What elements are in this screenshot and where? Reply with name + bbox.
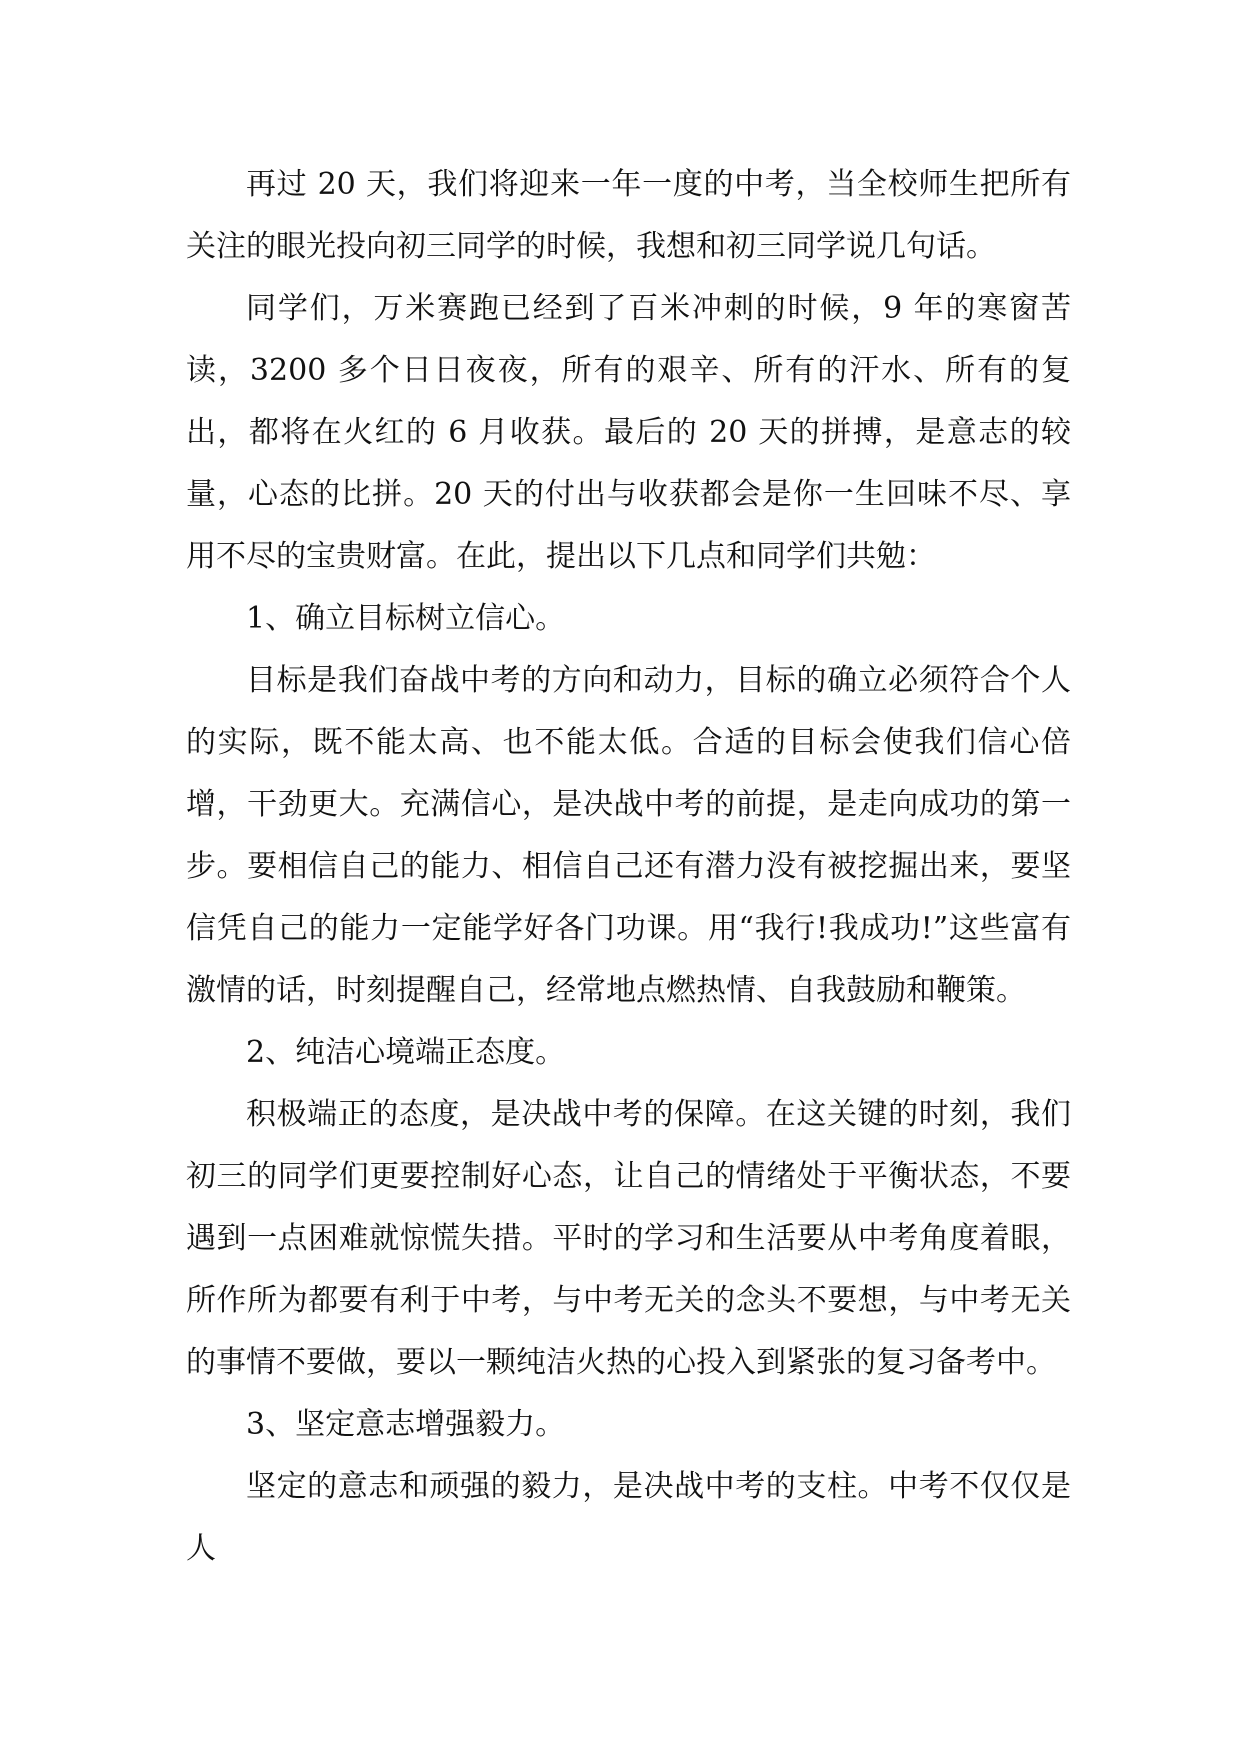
paragraph-intro: 再过 20 天，我们将迎来一年一度的中考，当全校师生把所有关注的眼光投向初三同学的时候，我想和初三同学说几句话。 xyxy=(186,167,1071,264)
paragraph-goals: 目标是我们奋战中考的方向和动力，目标的确立必须符合个人的实际，既不能太高、也不能太低。合适的目标会使我们信心倍增，干劲更大。充满信心，是决战中考的前提，是走向成功的第一步。要相信自己的能力、相信自己还有潜力没有被挖掘出来，要坚信凭自己的能力一定能学好各门功课。用“我行!我成功!”这些富有激情的话，时刻提醒自己，经常地点燃热情、自我鼓励和鞭策。 xyxy=(186,663,1071,1008)
paragraph-attitude: 积极端正的态度，是决战中考的保障。在这关键的时刻，我们初三的同学们更要控制好心态，让自己的情绪处于平衡状态，不要遇到一点困难就惊慌失措。平时的学习和生活要从中考角度着眼，所作所为都要有利于中考，与中考无关的念头不要想，与中考无关的事情不要做，要以一颗纯洁火热的心投入到紧张的复习备考中。 xyxy=(186,1097,1071,1380)
section-heading-1: 1、确立目标树立信心。 xyxy=(246,601,566,636)
paragraph-encouragement: 同学们，万米赛跑已经到了百米冲刺的时候，9 年的寒窗苦读，3200 多个日日夜夜，所有的艰辛、所有的汗水、所有的复出，都将在火红的 6 月收获。最后的 20 天的拼搏，是意志的较量，心态的比拼。20 天的付出与收获都会是你一生回味不尽、享用不尽的宝贵财富。在此，提出以下几点和同学们共勉： xyxy=(186,291,1071,574)
section-heading-3: 3、坚定意志增强毅力。 xyxy=(246,1407,566,1442)
section-heading-2: 2、纯洁心境端正态度。 xyxy=(246,1035,566,1070)
document-body xyxy=(186,154,1071,1580)
paragraph-willpower: 坚定的意志和顽强的毅力，是决战中考的支柱。中考不仅仅是人 xyxy=(186,1469,1071,1566)
